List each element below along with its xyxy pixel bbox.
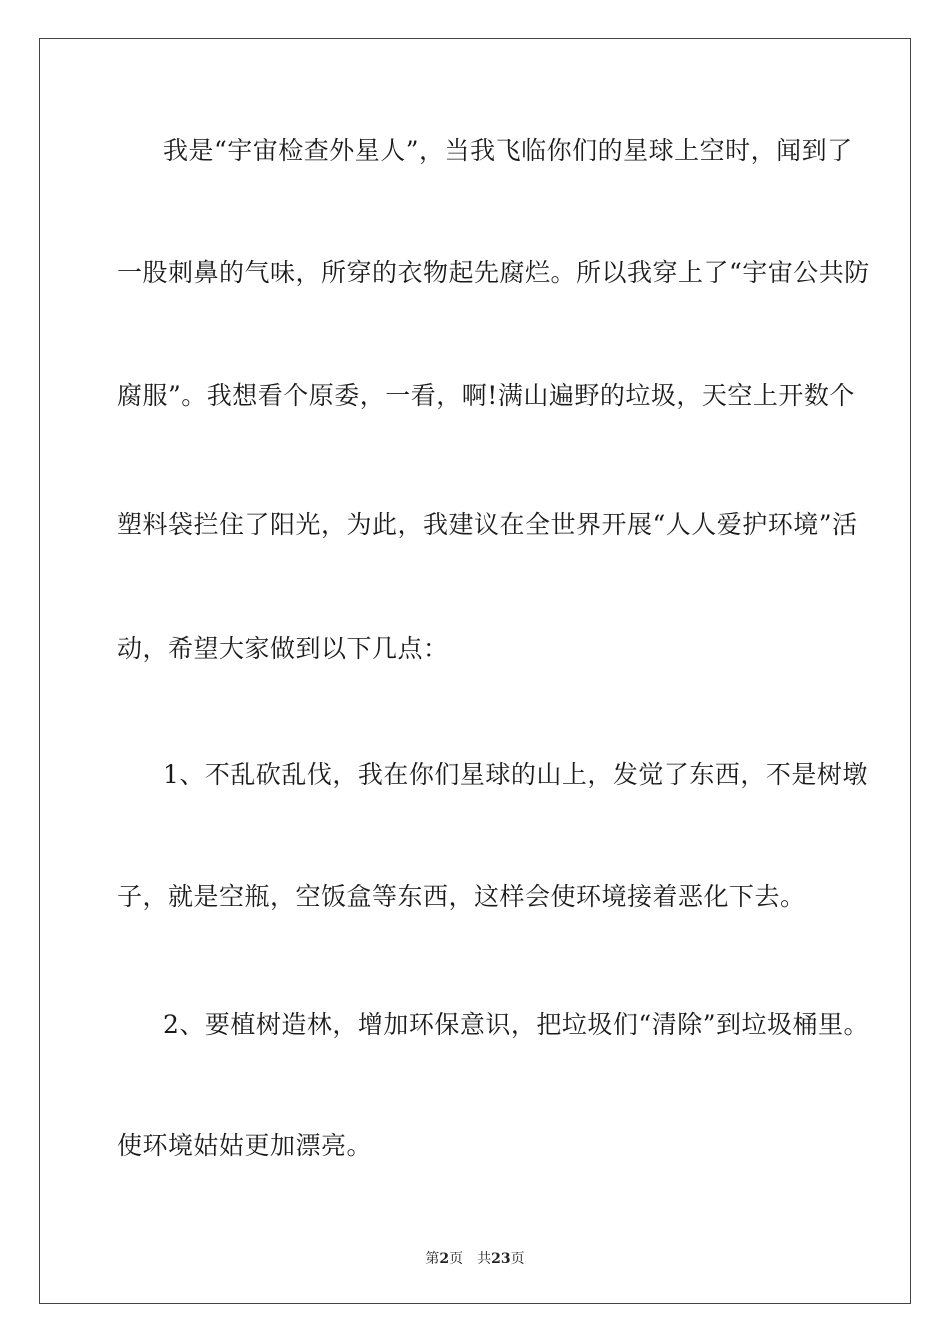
page-border xyxy=(39,38,911,1304)
paragraph-1-line-5: 动，希望大家做到以下几点： xyxy=(117,634,449,663)
footer-page-prefix: 第 xyxy=(425,1251,440,1267)
page-footer xyxy=(0,1248,950,1268)
footer-page-number: 2 xyxy=(439,1251,450,1267)
paragraph-1-line-1: 我是“宇宙检查外星人”，当我飞临你们的星球上空时，闻到了 xyxy=(163,136,853,165)
paragraph-3-line-2: 使环境姑姑更加漂亮。 xyxy=(117,1131,373,1160)
paragraph-1-line-3: 腐服”。我想看个原委，一看，啊!满山遍野的垃圾，天空上开数个 xyxy=(117,381,855,410)
footer-page-suffix: 页 xyxy=(449,1251,464,1267)
footer-total-suffix: 页 xyxy=(510,1251,525,1267)
footer-total-prefix: 共 xyxy=(477,1251,492,1267)
paragraph-2-line-2: 子，就是空瓶，空饭盒等东西，这样会使环境接着恶化下去。 xyxy=(117,882,806,911)
paragraph-3-line-1: 2、要植树造林，增加环保意识，把垃圾们“清除”到垃圾桶里。 xyxy=(163,1010,869,1039)
paragraph-1-line-2: 一股刺鼻的气味，所穿的衣物起先腐烂。所以我穿上了“宇宙公共防 xyxy=(117,258,870,287)
paragraph-2-line-1: 1、不乱砍乱伐，我在你们星球的山上，发觉了东西，不是树墩 xyxy=(163,760,868,789)
footer-total-pages: 23 xyxy=(491,1251,511,1267)
paragraph-1-line-4: 塑料袋拦住了阳光，为此，我建议在全世界开展“人人爱护环境”活 xyxy=(117,510,858,539)
